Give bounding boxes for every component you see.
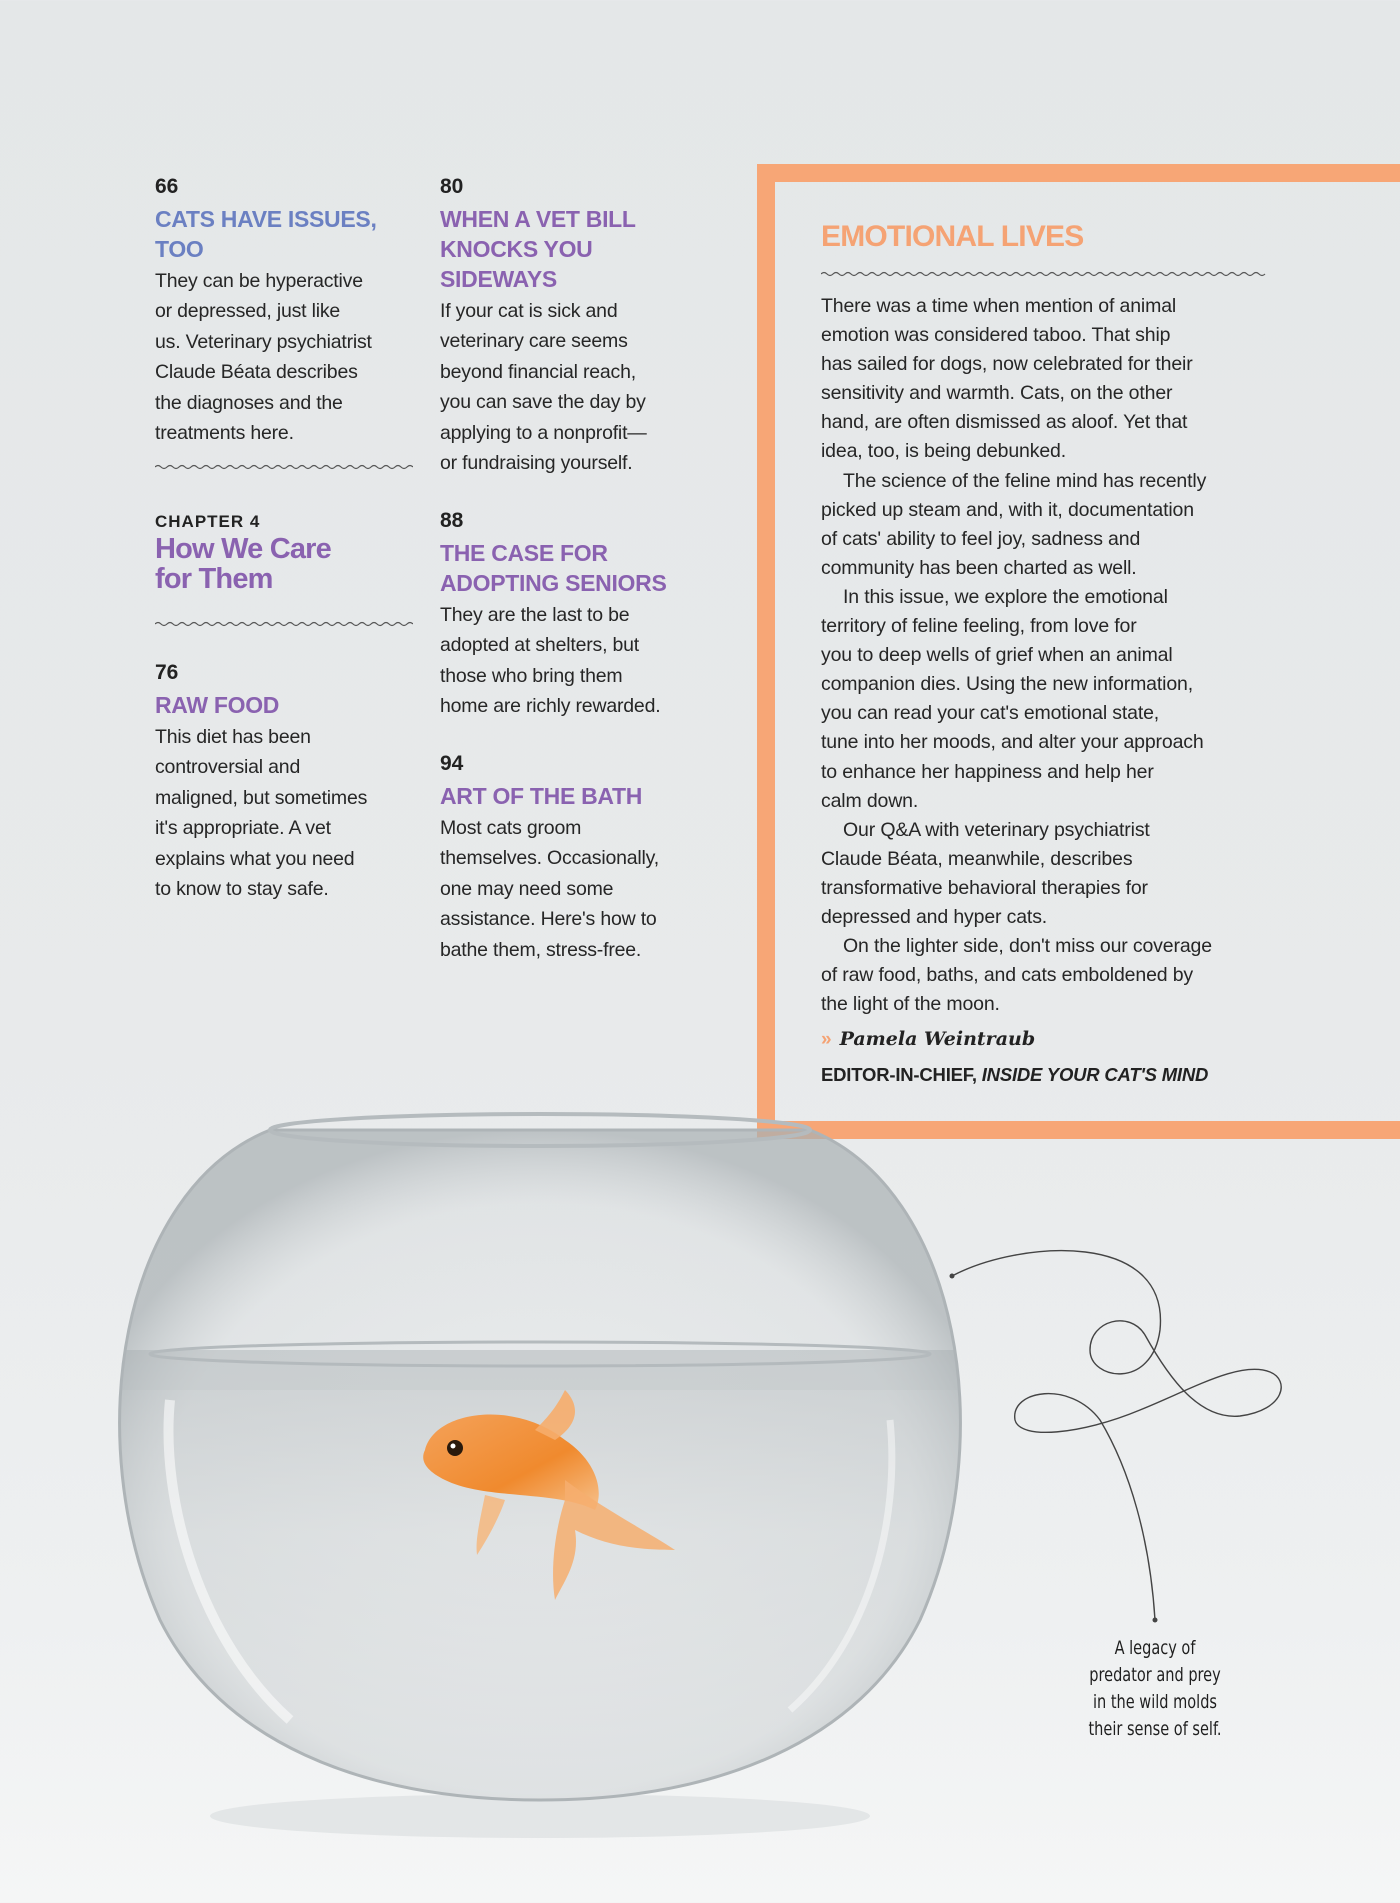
string-line-decoration: [940, 1240, 1300, 1630]
chapter-title[interactable]: How We Care for Them: [155, 533, 331, 595]
editor-role: EDITOR-IN-CHIEF, INSIDE YOUR CAT'S MIND: [821, 1064, 1209, 1085]
entry-title[interactable]: RAW FOOD: [155, 692, 280, 718]
page-number: 80: [440, 175, 464, 198]
editor-signature: » Pamela Weintraub: [821, 1028, 1036, 1050]
paragraph: On the lighter side, don't miss our coverage of raw food, baths, and cats emboldened by the light of the moon.: [821, 935, 1212, 1016]
chapter-heading: [155, 512, 425, 594]
toc-entry-80[interactable]: [440, 174, 710, 478]
entry-description: They can be hyperactive or depressed, just like us. Veterinary psychiatrist Claude Béata describes the diagnoses and the treatments here.: [155, 270, 372, 445]
toc-entry-88[interactable]: [440, 508, 710, 722]
page-number: 76: [155, 661, 179, 684]
entry-title[interactable]: ART OF THE BATH: [440, 783, 643, 809]
entry-description: They are the last to be adopted at shelters, but those who bring them home are richly rewarded.: [440, 604, 661, 718]
toc-entry-66[interactable]: [155, 174, 425, 448]
page-number: 88: [440, 509, 464, 532]
photo-caption: A legacy of predator and prey in the wild molds their sense of self.: [1088, 1637, 1222, 1740]
entry-title-line: TOO: [155, 236, 204, 262]
wavy-divider: [155, 620, 413, 628]
fishbowl-image: [100, 1100, 980, 1860]
toc-entry-94[interactable]: [440, 751, 710, 965]
paragraph: There was a time when mention of animal emotion was considered taboo. That ship has sailed for dogs, now celebrated for their sensitivity and warmth. Cats, on the other hand, are often dismissed as aloof. Yet that idea, too, is being debunked.: [821, 295, 1193, 463]
page-number: 66: [155, 175, 179, 198]
chevron-right-icon: »: [821, 1029, 832, 1050]
toc-entry-76[interactable]: [155, 660, 425, 904]
paragraph: Our Q&A with veterinary psychiatrist Claude Béata, meanwhile, describes transformative behavioral therapies for depressed and hyper cats.: [821, 818, 1150, 928]
wavy-divider: [821, 270, 1267, 278]
entry-description: This diet has been controversial and maligned, but sometimes it's appropriate. A vet explains what you need to know to stay safe.: [155, 726, 368, 901]
chapter-label: CHAPTER 4: [155, 512, 261, 531]
editorial-body: [821, 292, 1261, 1019]
paragraph: The science of the feline mind has recently picked up steam and, with it, documentation of cats' ability to feel joy, sadness and community has been charted as well.: [821, 469, 1207, 579]
entry-description: If your cat is sick and veterinary care seems beyond financial reach, you can save the day by applying to a nonprofit— or fundraising yourself.: [440, 300, 647, 475]
page-number: 94: [440, 752, 464, 775]
editorial-title: EMOTIONAL LIVES: [821, 220, 1084, 253]
entry-title[interactable]: [155, 204, 425, 264]
entry-title[interactable]: THE CASE FOR ADOPTING SENIORS: [440, 540, 667, 596]
wavy-divider: [155, 463, 413, 471]
entry-description: Most cats groom themselves. Occasionally, one may need some assistance. Here's how to bathe them, stress-free.: [440, 817, 659, 961]
entry-title-line: CATS HAVE ISSUES,: [155, 206, 377, 232]
entry-title[interactable]: WHEN A VET BILL KNOCKS YOU SIDEWAYS: [440, 206, 636, 292]
paragraph: In this issue, we explore the emotional territory of feline feeling, from love for you to deep wells of grief when an animal companion dies. Using the new information, you can read your cat's emotional state, tune into her moods, and alter your approach to enhance her happiness and help her calm down.: [821, 585, 1204, 812]
